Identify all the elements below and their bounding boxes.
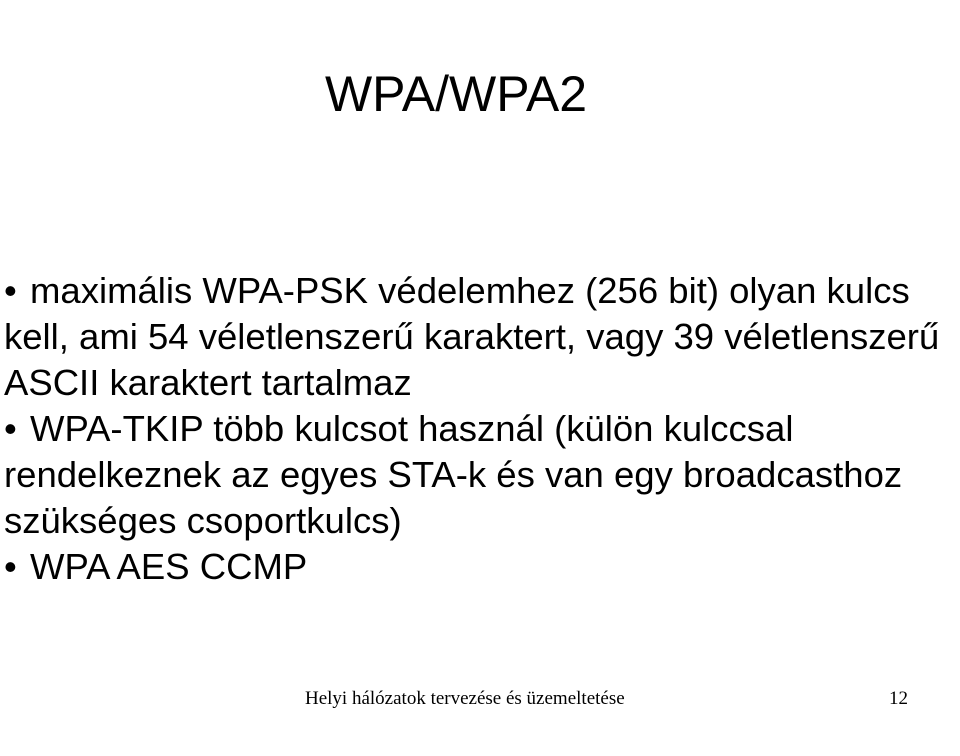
bullet-icon: • xyxy=(4,546,17,587)
bullet-text: maximális WPA-PSK védelemhez (256 bit) olyan kulcs kell, ami 54 véletlenszerű karaktert, vagy 39 véletlenszerű ASCII karaktert tartalmaz xyxy=(4,270,940,403)
bullet-list xyxy=(4,268,944,590)
bullet-icon: • xyxy=(4,408,17,449)
bullet-text: WPA AES CCMP xyxy=(30,546,308,587)
page-number: 12 xyxy=(889,688,908,709)
bullet-item-tkip xyxy=(4,406,944,544)
slide-title: WPA/WPA2 xyxy=(324,66,588,122)
bullet-item-aes-ccmp xyxy=(4,544,944,590)
footer-title: Helyi hálózatok tervezése és üzemeltetése xyxy=(305,688,625,709)
bullet-icon: • xyxy=(4,270,17,311)
bullet-item-psk-key xyxy=(4,268,944,406)
bullet-text: WPA-TKIP több kulcsot használ (külön kulccsal rendelkeznek az egyes STA-k és van egy broadcasthoz szükséges csoportkulcs) xyxy=(4,408,903,541)
